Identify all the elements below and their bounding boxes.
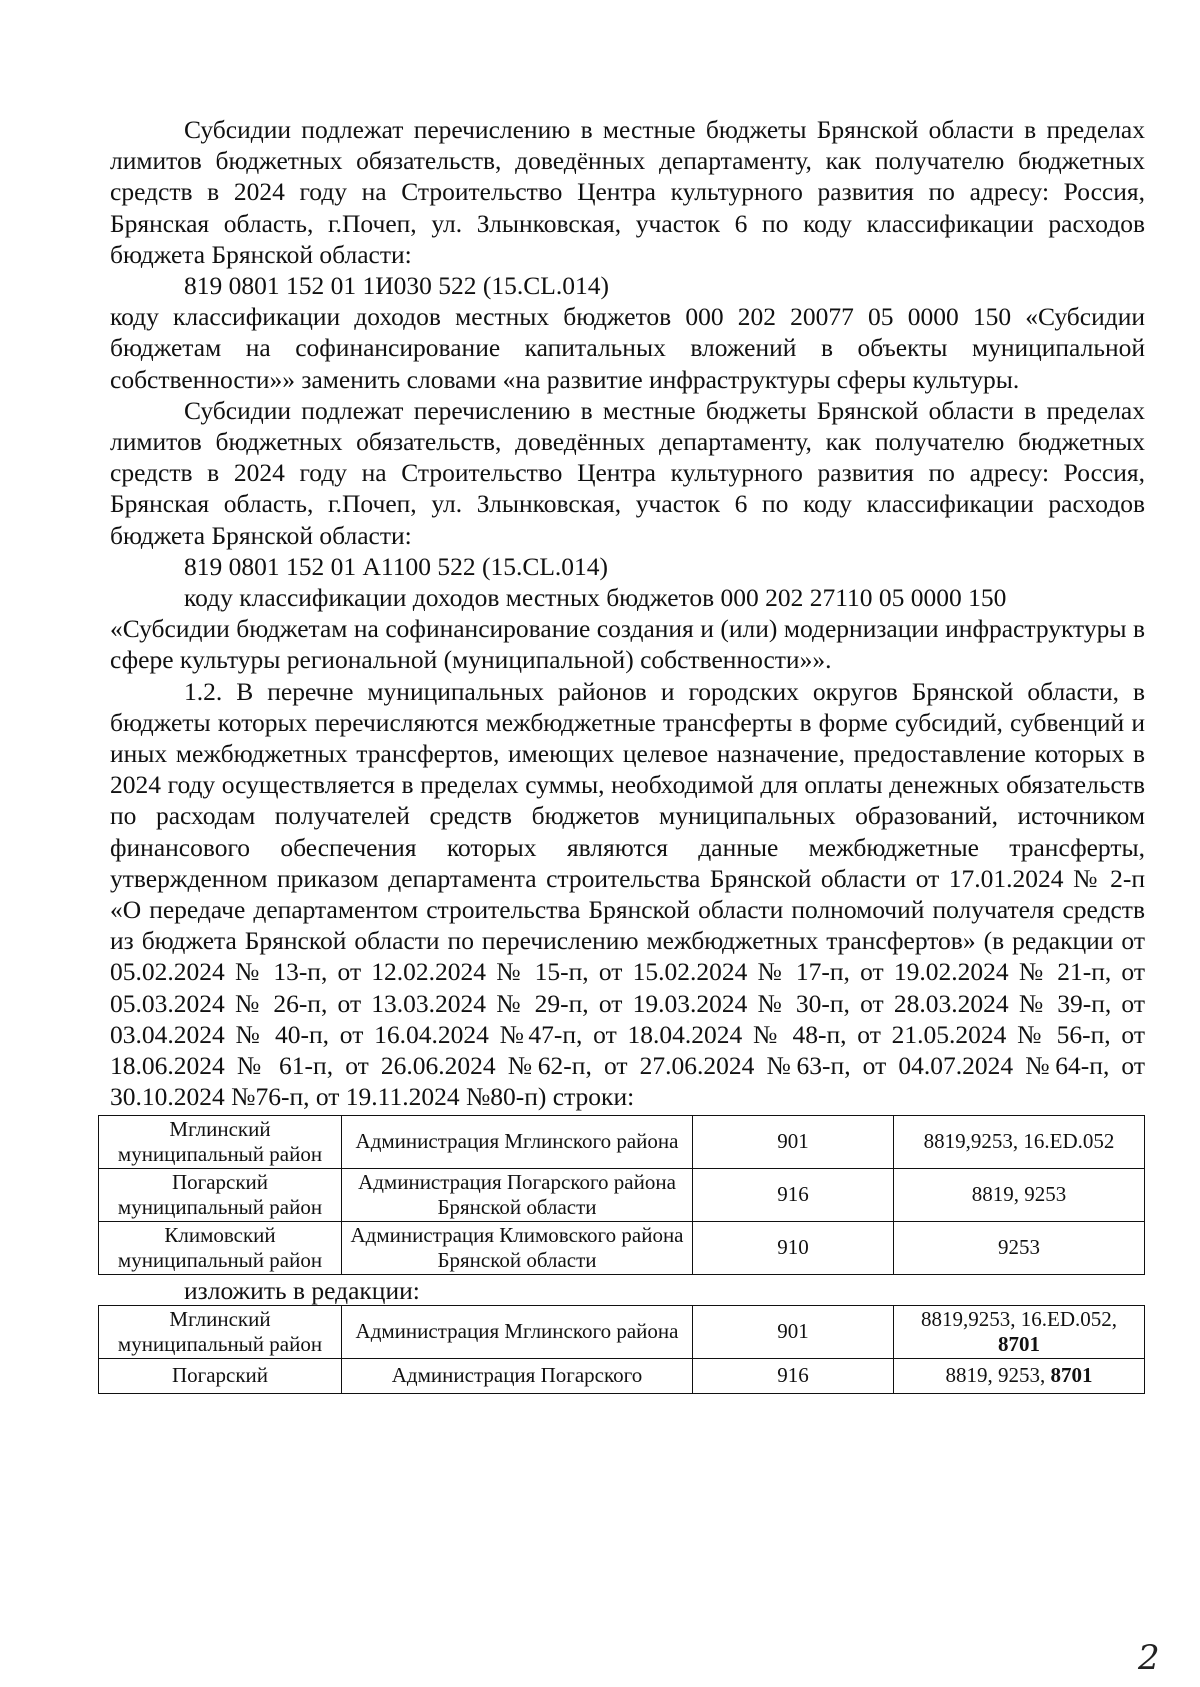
district-cell: Мглинский муниципальный район xyxy=(99,1305,342,1358)
replace-label: изложить в редакции: xyxy=(184,1275,420,1305)
table-row xyxy=(99,1221,1145,1274)
administration-cell: Администрация Погарского xyxy=(342,1358,693,1393)
table-row xyxy=(99,1358,1145,1393)
district-cell: Климовский муниципальный район xyxy=(99,1221,342,1274)
kbk-cell: 9253 xyxy=(894,1221,1145,1274)
paragraph-income-code-2-line1: коду классификации доходов местных бюджетов 000 202 27110 05 0000 150 xyxy=(184,583,1007,613)
paragraph-subsidy-1: Субсидии подлежат перечислению в местные бюджеты Брянской области в пределах лимитов бюджетных обязательств, доведённых департаменту, как получателю бюджетных средств в 2024 году на Строительство Центра культурного развития по адресу: Россия, Брянская область, г.Почеп, ул. Злынковская, участок 6 по коду классификации расходов бюджета Брянской области: xyxy=(110,115,1145,269)
table-old-rows xyxy=(98,1115,1145,1275)
administration-cell: Администрация Погарского района Брянской области xyxy=(342,1168,693,1221)
expense-code-1: 819 0801 152 01 1И030 522 (15.CL.014) xyxy=(184,271,609,301)
table-row xyxy=(99,1115,1145,1168)
kbk-value: 8819,9253, 16.ED.052, xyxy=(921,1306,1117,1331)
kbk-cell xyxy=(894,1305,1145,1358)
kbk-value: 8819, 9253, xyxy=(945,1363,1046,1387)
kbk-cell: 8819, 9253 xyxy=(894,1168,1145,1221)
administration-cell: Администрация Климовского района Брянской области xyxy=(342,1221,693,1274)
paragraph-income-code-2-rest: «Субсидии бюджетам на софинансирование создания и (или) модернизации инфраструктуры в сфере культуры региональной (муниципальной) собственности»». xyxy=(110,614,1145,675)
paragraph-subsidy-2: Субсидии подлежат перечислению в местные бюджеты Брянской области в пределах лимитов бюджетных обязательств, доведённых департаменту, как получателю бюджетных средств в 2024 году на Строительство Центра культурного развития по адресу: Россия, Брянская область, г.Почеп, ул. Злынковская, участок 6 по коду классификации расходов бюджета Брянской области: xyxy=(110,395,1145,550)
admin-code-cell: 901 xyxy=(693,1305,894,1358)
expense-code-2: 819 0801 152 01 А1100 522 (15.CL.014) xyxy=(184,551,609,581)
kbk-cell: 8819,9253, 16.ED.052 xyxy=(894,1115,1145,1168)
handwritten-page-number: 2 xyxy=(1138,1638,1160,1678)
table-row xyxy=(99,1168,1145,1221)
admin-code-cell: 910 xyxy=(693,1221,894,1274)
paragraph-1-2: 1.2. В перечне муниципальных районов и городских округов Брянской области, в бюджеты которых перечисляются межбюджетные трансферты в форме субсидий, субвенций и иных межбюджетных трансфертов, имеющих целевое назначение, предоставление которых в 2024 году осуществляется в пределах суммы, необходимой для оплаты денежных обязательств по расходам получателей средств бюджетов муниципальных образований, источником финансового обеспечения которых являются данные межбюджетные трансферты, утвержденном приказом департамента строительства Брянской области от 17.01.2024 № 2-п «О передаче департаментом строительства Брянской области полномочий получателя средств из бюджета Брянской области по перечислению межбюджетных трансфертов» (в редакции от 05.02.2024 № 13-п, от 12.02.2024 № 15-п, от 15.02.2024 № 17-п, от 19.02.2024 № 21-п, от 05.03.2024 № 26-п, от 13.03.2024 № 29-п, от 19.03.2024 № 30-п, от 28.03.2024 № 39-п, от 03.04.2024 № 40-п, от 16.04.2024 №47-п, от 18.04.2024 № 48-п, от 21.05.2024 № 56-п, от 18.06.2024 № 61-п, от 26.06.2024 №62-п, от 27.06.2024 №63-п, от 04.07.2024 №64-п, от 30.10.2024 №76-п, от 19.11.2024 №80-п) строки: xyxy=(110,676,1145,1112)
district-cell: Погарский xyxy=(99,1358,342,1393)
paragraph-income-code-1: коду классификации доходов местных бюджетов 000 202 20077 05 0000 150 «Субсидии бюджетам на софинансирование капитальных вложений в объекты муниципальной собственности»» заменить словами «на развитие инфраструктуры сферы культуры. xyxy=(110,302,1145,394)
table-row xyxy=(99,1305,1145,1358)
district-cell: Мглинский муниципальный район xyxy=(99,1115,342,1168)
district-cell: Погарский муниципальный район xyxy=(99,1168,342,1221)
admin-code-cell: 916 xyxy=(693,1358,894,1393)
admin-code-cell: 901 xyxy=(693,1115,894,1168)
administration-cell: Администрация Мглинского района xyxy=(342,1115,693,1168)
table-new-rows xyxy=(98,1305,1145,1394)
kbk-added-value: 8701 xyxy=(1050,1363,1093,1387)
document-page xyxy=(110,114,1145,1394)
administration-cell: Администрация Мглинского района xyxy=(342,1305,693,1358)
kbk-added-value: 8701 xyxy=(998,1331,1040,1356)
admin-code-cell: 916 xyxy=(693,1168,894,1221)
kbk-cell xyxy=(894,1358,1145,1393)
